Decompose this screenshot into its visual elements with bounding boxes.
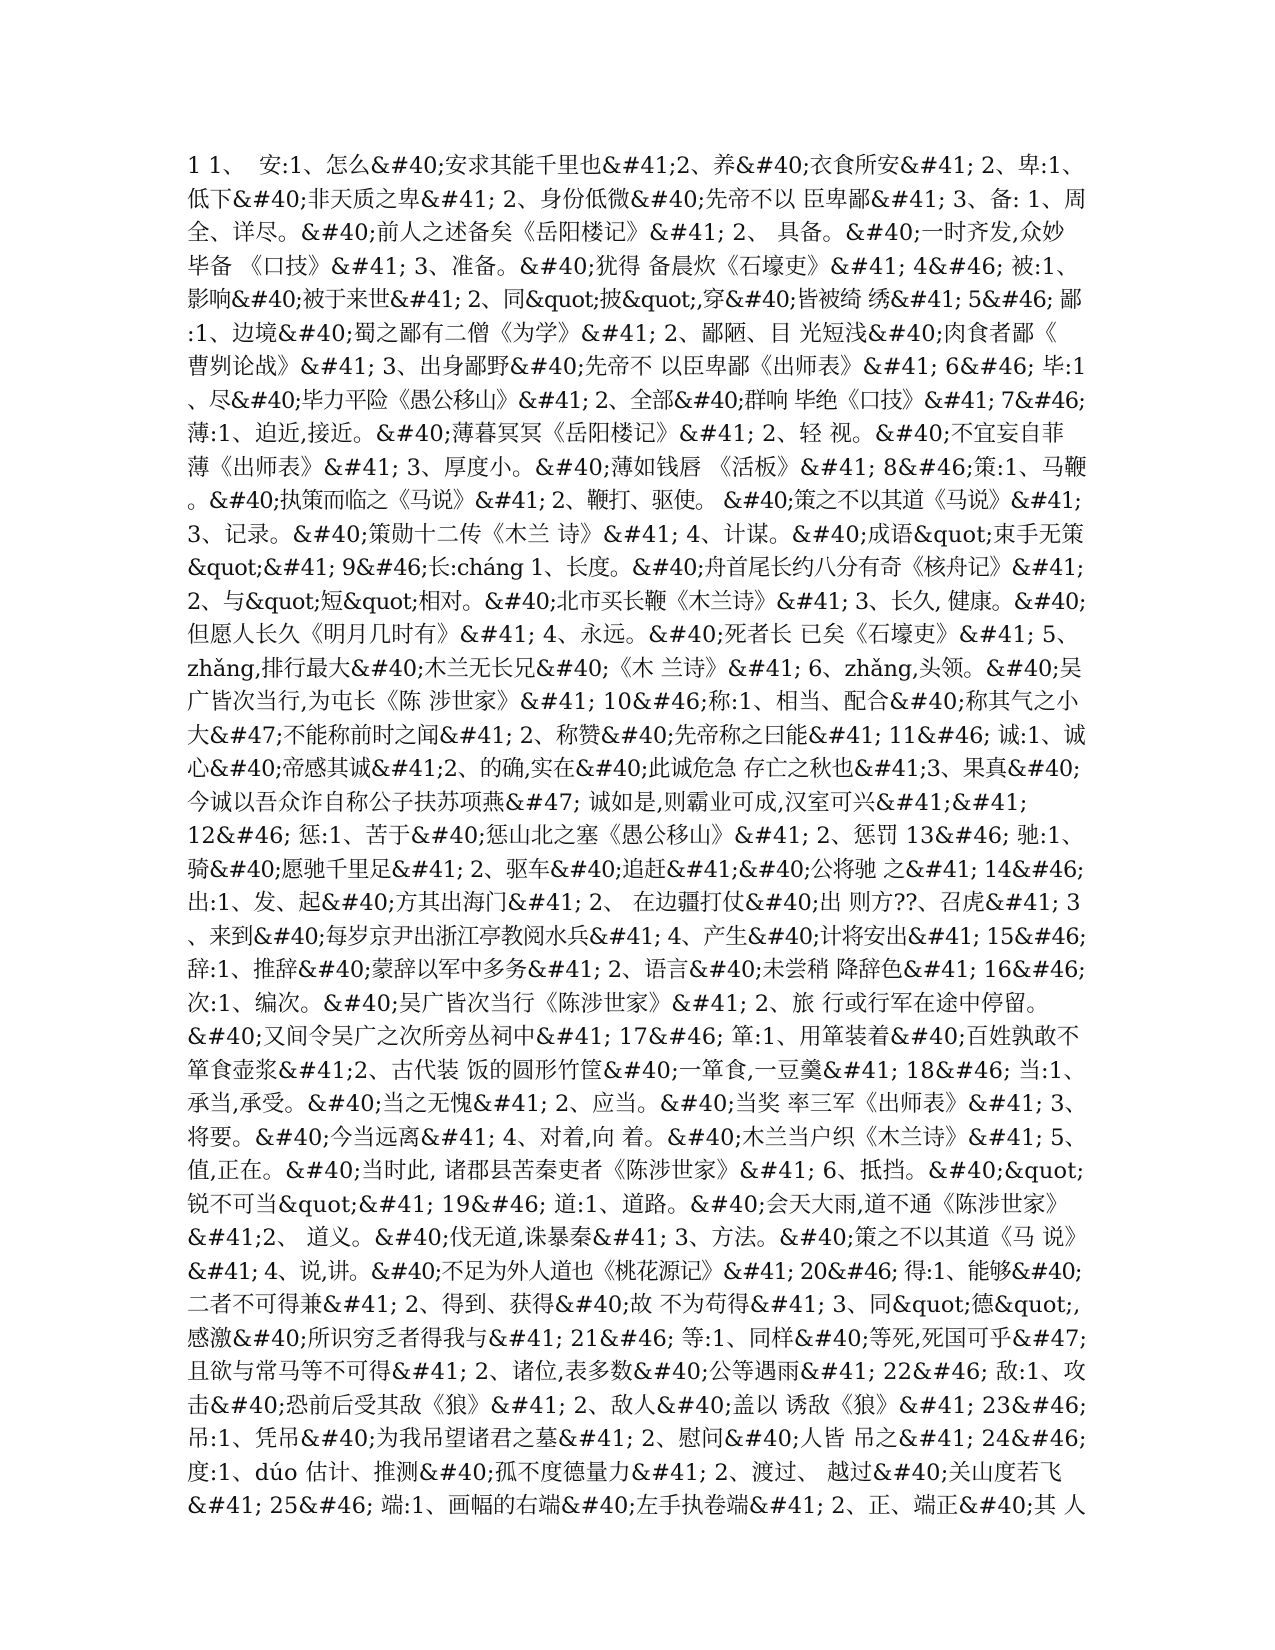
text-line: 箪食壶浆&#41;2、古代装 饭的圆形竹筐&#40;一箪食,一豆羹&#41; 18&#46; 当:1、: [187, 1057, 1087, 1084]
text-line: 辞:1、推辞&#40;蒙辞以军中多务&#41; 2、语言&#40;未尝稍 降辞色&#41; 16&#46;: [187, 957, 1086, 983]
text-line: 承当,承受。&#40;当之无愧&#41; 2、应当。&#40;当奖 率三军《出师表》&#41; 3、: [187, 1091, 1088, 1117]
text-line: 毕备 《口技》&#41; 3、准备。&#40;犹得 备晨炊《石壕吏》&#41; 4&#46; 被:1、: [187, 253, 1079, 280]
body-text: [187, 150, 1087, 1524]
text-line: 曹刿论战》&#41; 3、出身鄙野&#40;先帝不 以臣卑鄙《出师表》&#41; 6&#46; 毕:1: [187, 354, 1087, 380]
text-line: 击&#40;恐前后受其敌《狼》&#41; 2、敌人&#40;盖以 诱敌《狼》&#41; 23&#46;: [187, 1392, 1088, 1419]
text-line: 薄《出师表》&#41; 3、厚度小。&#40;薄如钱唇 《活板》&#41; 8&#46;策:1、马鞭: [187, 454, 1087, 481]
text-line: 、来到&#40;每岁京尹出浙江亭教阅水兵&#41; 4、产生&#40;计将安出&#41; 15&#46;: [187, 923, 1087, 950]
text-line: 骑&#40;愿驰千里足&#41; 2、驱车&#40;追赶&#41;&#40;公将驰 之&#41; 14&#46;: [187, 856, 1084, 883]
text-line: 。&#40;执策而临之《马说》&#41; 2、鞭打、驱使。 &#40;策之不以其道《马说》&#41;: [187, 488, 1081, 514]
text-line: zhǎng,排行最大&#40;木兰无长兄&#40;《木 兰诗》&#41; 6、zhǎng,头领。&#40;吴: [187, 655, 1082, 682]
text-line: 今诚以吾众诈自称公子扶苏项燕&#47; 诚如是,则霸业可成,汉室可兴&#41;&#41;: [187, 789, 1028, 816]
text-line: 二者不可得兼&#41; 2、得到、获得&#40;故 不为苟得&#41; 3、同&quot;德&quot;,: [187, 1292, 1081, 1318]
text-line: 感激&#40;所识穷乏者得我与&#41; 21&#46; 等:1、同样&#40;等死,死国可乎&#47;: [187, 1325, 1088, 1352]
text-line: &#41;2、 道义。&#40;伐无道,诛暴秦&#41; 3、方法。&#40;策之不以其道《马 说》: [187, 1225, 1088, 1251]
text-line: 低下&#40;非天质之卑&#41; 2、身份低微&#40;先帝不以 臣卑鄙&#41; 3、备: 1、周: [187, 186, 1087, 213]
text-line: :1、边境&#40;蜀之鄙有二僧《为学》&#41; 2、鄙陋、目 光短浅&#40;肉食者鄙《: [187, 320, 1057, 347]
text-line: 心&#40;帝感其诚&#41;2、的确,实在&#40;此诚危急 存亡之秋也&#41;3、果真&#40;: [187, 756, 1080, 782]
text-line: 次:1、编次。&#40;吴广皆次当行《陈涉世家》&#41; 2、旅 行或行军在途中停留。: [187, 990, 1049, 1017]
text-line: 全、详尽。&#40;前人之述备矣《岳阳楼记》&#41; 2、 具备。&#40;一时齐发,众妙: [187, 220, 1065, 246]
text-line: 值,正在。&#40;当时此, 诸郡县苦秦吏者《陈涉世家》&#41; 6、抵挡。&#40;&quot;: [187, 1158, 1085, 1184]
text-line: 影响&#40;被于来世&#41; 2、同&quot;披&quot;,穿&#40;皆被绮 绣&#41; 5&#46; 鄙: [187, 287, 1082, 313]
text-line: 将要。&#40;今当远离&#41; 4、对着,向 着。&#40;木兰当户织《木兰诗》&#41; 5、: [187, 1124, 1088, 1151]
text-line: 2、与&quot;短&quot;相对。&#40;北市买长鞭《木兰诗》&#41; 3、长久, 健康。&#40;: [187, 588, 1086, 615]
text-line: 锐不可当&quot;&#41; 19&#46; 道:1、道路。&#40;会天大雨,道不通《陈涉世家》: [187, 1191, 1069, 1218]
text-line: 广皆次当行,为屯长《陈 涉世家》&#41; 10&#46;称:1、相当、配合&#40;称其气之小: [187, 689, 1079, 715]
text-line: 吊:1、凭吊&#40;为我吊望诸君之墓&#41; 2、慰问&#40;人皆 吊之&#41; 24&#46;: [187, 1426, 1087, 1452]
text-line: 12&#46; 惩:1、苦于&#40;惩山北之塞《愚公移山》&#41; 2、惩罚 13&#46; 驰:1、: [187, 823, 1084, 849]
text-line: 1 1、 安:1、怎么&#40;安求其能千里也&#41;2、养&#40;衣食所安&#41; 2、卑:1、: [187, 153, 1085, 179]
text-line: 、尽&#40;毕力平险《愚公移山》&#41; 2、全部&#40;群响 毕绝《口技》&#41; 7&#46;: [187, 387, 1085, 414]
text-line: &quot;&#41; 9&#46;长:cháng 1、长度。&#40;舟首尾长约八分有奇《核舟记》&#41;: [187, 555, 1084, 581]
text-line: 度:1、dúo 估计、推测&#40;孤不度德量力&#41; 2、渡过、 越过&#40;关山度若飞: [187, 1459, 1062, 1486]
text-line: 大&#47;不能称前时之闻&#41; 2、称赞&#40;先帝称之曰能&#41; 11&#46; 诚:1、诚: [187, 722, 1086, 749]
text-line: 3、记录。&#40;策勋十二传《木兰 诗》&#41; 4、计谋。&#40;成语&quot;束手无策: [187, 521, 1085, 548]
text-line: 薄:1、迫近,接近。&#40;薄暮冥冥《岳阳楼记》&#41; 2、轻 视。&#40;不宜妄自菲: [187, 421, 1065, 447]
text-line: 但愿人长久《明月几时有》&#41; 4、永远。&#40;死者长 已矣《石壕吏》&#41; 5、: [187, 622, 1080, 648]
text-line: &#41; 4、说,讲。&#40;不足为外人道也《桃花源记》&#41; 20&#46; 得:1、能够&#40;: [187, 1258, 1082, 1285]
text-line: 出:1、发、起&#40;方其出海门&#41; 2、 在边疆打仗&#40;出 则方??、召虎&#41; 3: [187, 890, 1081, 916]
text-line: &#40;又间令吴广之次所旁丛祠中&#41; 17&#46; 箪:1、用箪装着&#40;百姓孰敢不: [187, 1024, 1080, 1050]
text-line: 且欲与常马等不可得&#41; 2、诸位,表多数&#40;公等遇雨&#41; 22&#46; 敌:1、攻: [187, 1359, 1087, 1385]
text-line: &#41; 25&#46; 端:1、画幅的右端&#40;左手执卷端&#41; 2、正、端正&#40;其 人: [187, 1493, 1087, 1519]
